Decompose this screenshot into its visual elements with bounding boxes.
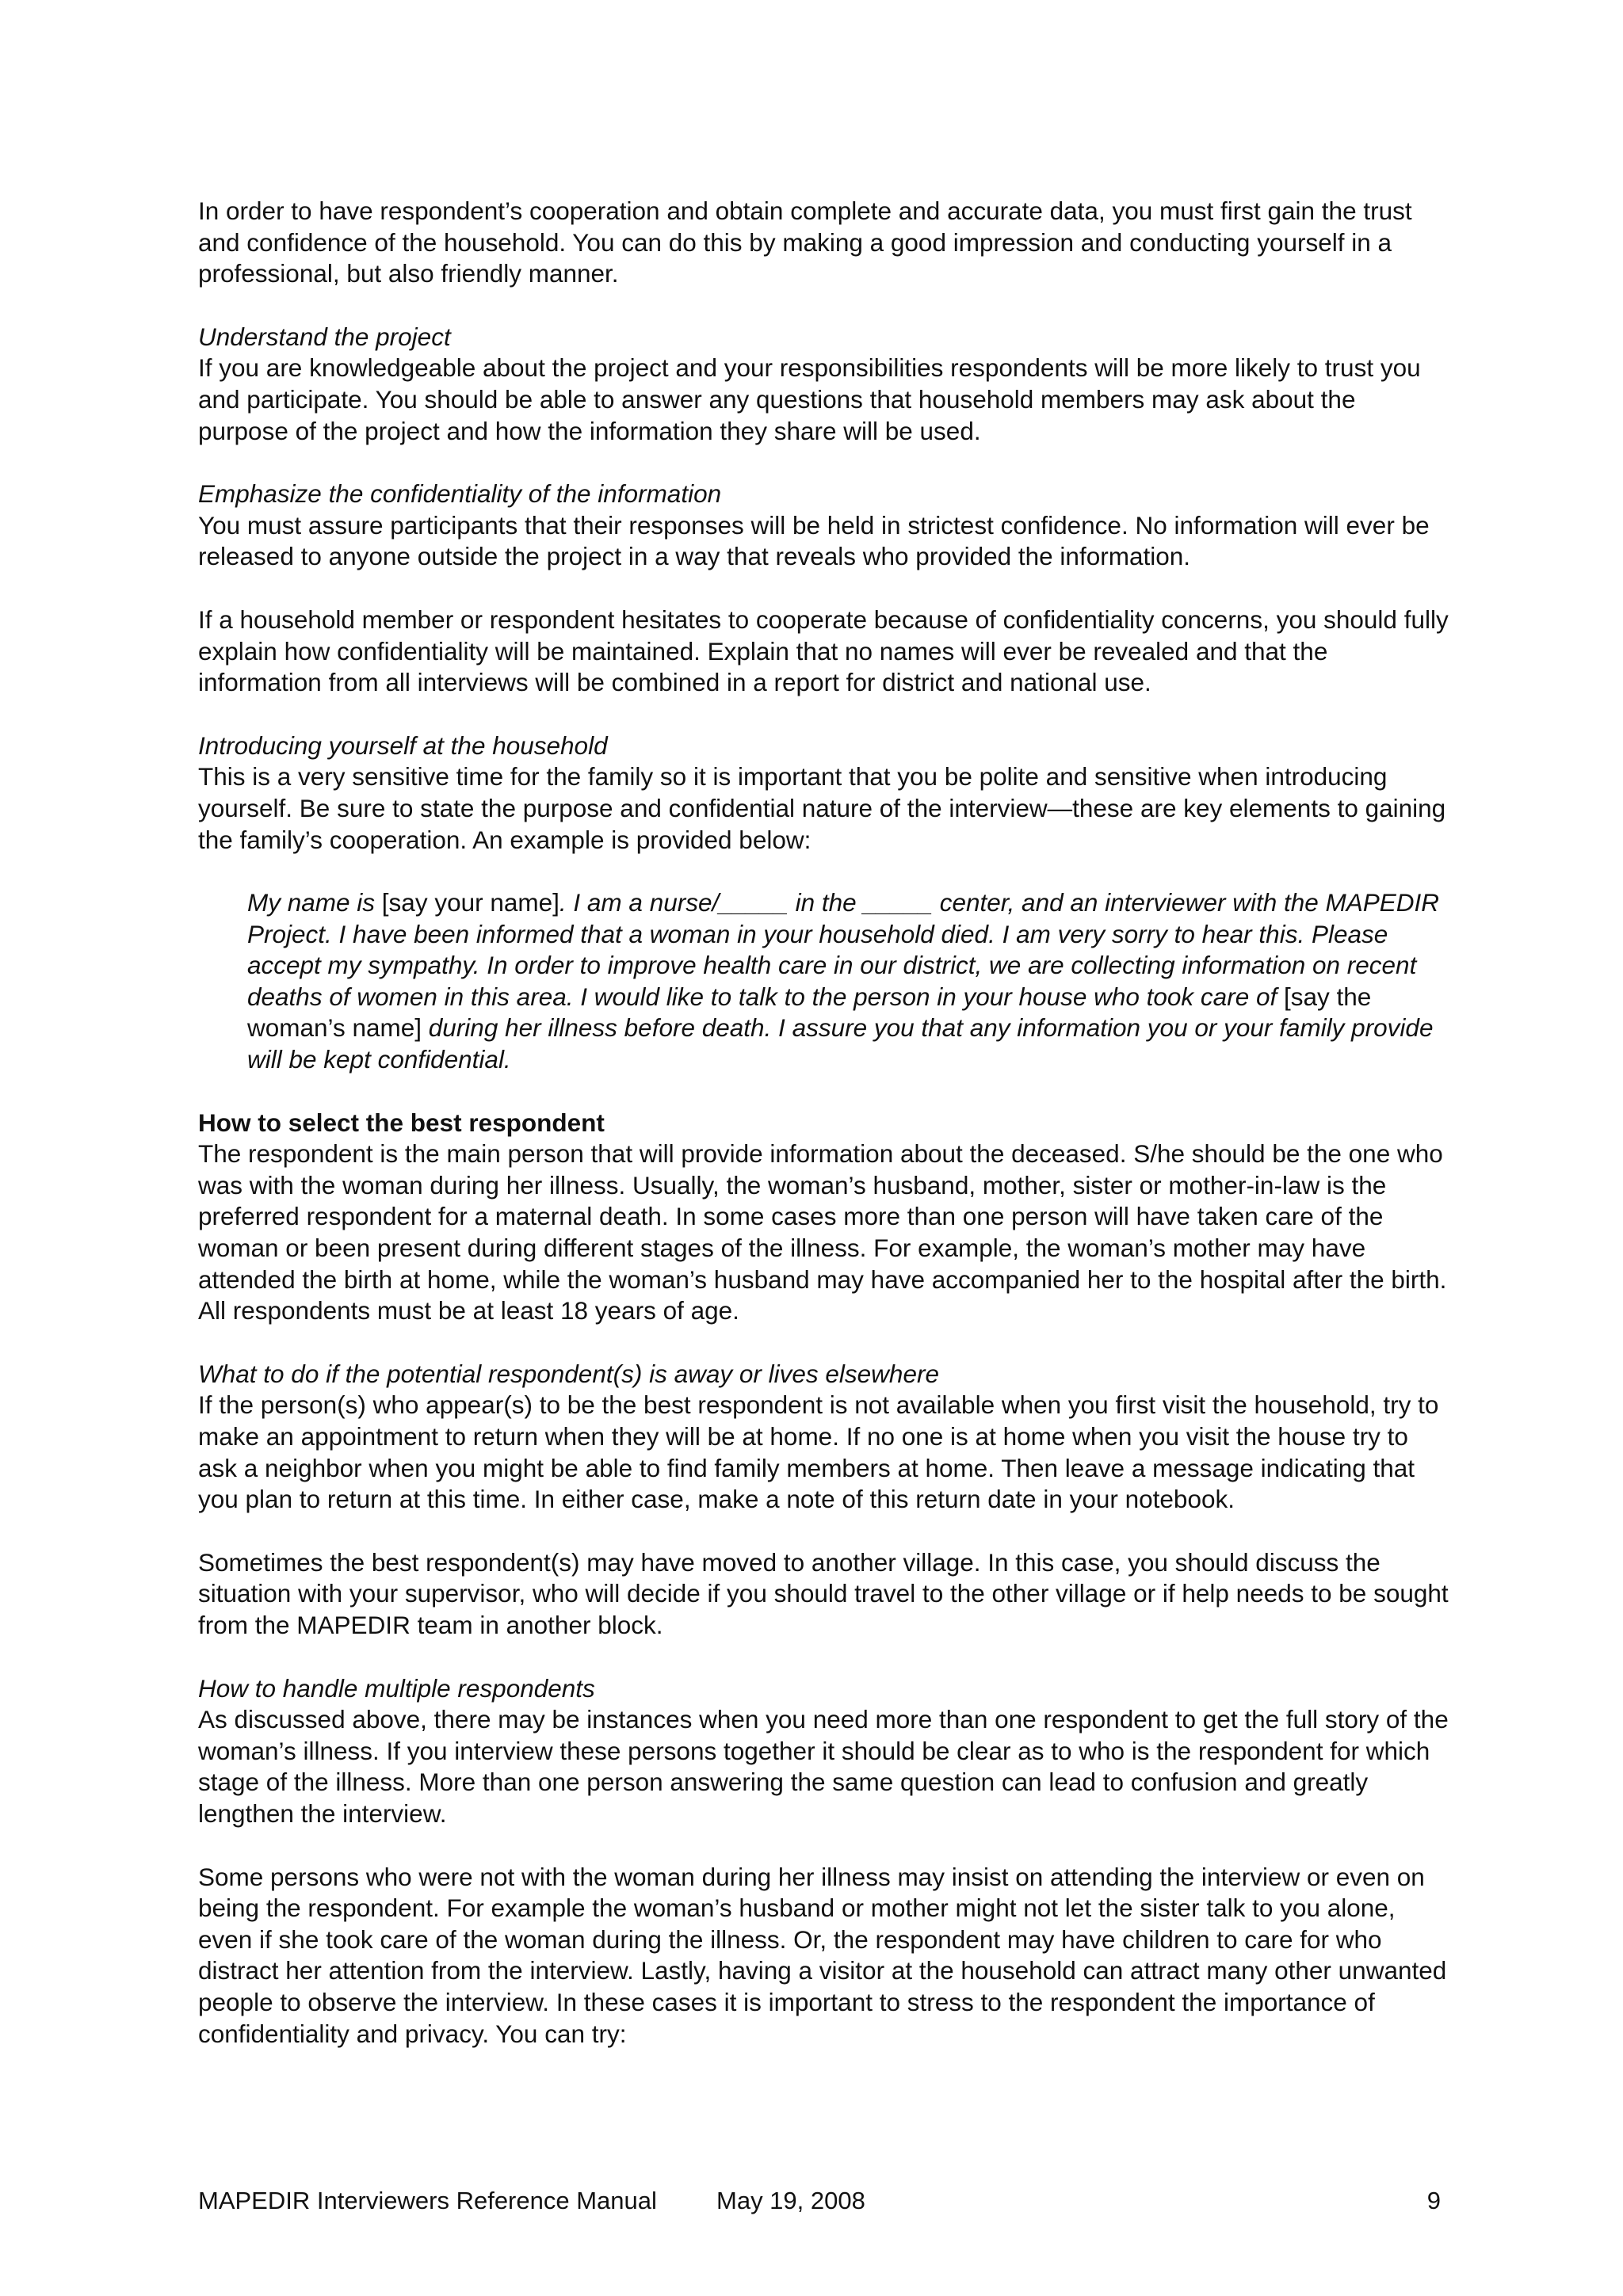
script-part-1: My name is xyxy=(247,888,382,917)
moved-paragraph: Sometimes the best respondent(s) may have moved to another village. In this case, you should discuss the situation with your supervisor, who will decide if you should travel to the other village or if help needs to be sought from the MAPEDIR team in another block. xyxy=(198,1547,1449,1639)
understand-project-heading: Understand the project xyxy=(198,322,451,351)
section-select-respondent xyxy=(198,1108,1450,1327)
page-footer xyxy=(198,2185,1450,2217)
script-part-2: [say your name] xyxy=(381,888,559,917)
section-confidentiality xyxy=(198,479,1450,573)
understand-project-text: If you are knowledgeable about the project and your responsibilities respondents will be more likely to trust you and participate. You should be able to answer any questions that household members may ask about the purpose of the project and how the information they share will be used. xyxy=(198,353,1421,445)
section-understand-project xyxy=(198,322,1450,447)
footer-manual-title: MAPEDIR Interviewers Reference Manual xyxy=(198,2187,657,2214)
multiple-respondents-text: As discussed above, there may be instances when you need more than one respondent to get the full story of the woman’s illness. If you interview these persons together it should be clear as to who is the respondent for which stage of the illness. More than one person answering the same question can lead to confusion and greatly lengthen the interview. xyxy=(198,1705,1449,1828)
script-part-5: during her illness before death. I assure you that any information you or your family provide will be kept confidential. xyxy=(247,1013,1434,1074)
introducing-text: This is a very sensitive time for the family so it is important that you be polite and sensitive when introducing yourself. Be sure to state the purpose and confidential nature of the interview—these are key elements to gaining the family’s cooperation. An example is provided below: xyxy=(198,762,1446,854)
respondent-away-text: If the person(s) who appear(s) to be the best respondent is not available when you first visit the household, try to make an appointment to return when they will be at home. If no one is at home when you visit the house try to ask a neighbor when you might be able to find family members at home. Then leave a message indicating that you plan to return at this time. In either case, make a note of this return date in your notebook. xyxy=(198,1390,1439,1514)
footer-date: May 19, 2008 xyxy=(716,2187,865,2214)
section-introducing xyxy=(198,730,1450,856)
intro-paragraph: In order to have respondent’s cooperation and obtain complete and accurate data, you must first gain the trust and confidence of the household. You can do this by making a good impression and conducting yourself in a professional, but also friendly manner. xyxy=(198,196,1412,288)
select-respondent-text: The respondent is the main person that will provide information about the deceased. S/he should be the one who was with the woman during her illness. Usually, the woman’s husband, mother, sister or mother-in-law is the preferred respondent for a maternal death. In some cases more than one person will have taken care of the woman or been present during different stages of the illness. For example, the woman’s mother may have attended the birth at home, while the woman’s husband may have accompanied her to the hospital after the birth. All respondents must be at least 18 years of age. xyxy=(198,1139,1447,1325)
some-persons-paragraph: Some persons who were not with the woman during her illness may insist on attending the interview or even on being the respondent. For example the woman’s husband or mother might not let the sister talk to you alone, even if she took care of the woman during the illness. Or, the respondent may have children to care for who distract her attention from the interview. Lastly, having a visitor at the household can attract many other unwanted people to observe the interview. In these cases it is important to stress to the respondent the importance of confidentiality and privacy. You can try: xyxy=(198,1862,1447,2048)
page-number: 9 xyxy=(1426,2187,1441,2214)
confidentiality-heading: Emphasize the confidentiality of the information xyxy=(198,479,722,509)
document-body xyxy=(198,196,1450,2081)
script-part-4: [say the woman’s name] xyxy=(247,982,1372,1043)
section-multiple-respondents xyxy=(198,1673,1450,1830)
section-respondent-away xyxy=(198,1359,1450,1516)
confidentiality-text: You must assure participants that their responses will be held in strictest confidence. No information will ever be released to anyone outside the project in a way that reveals who provided the information. xyxy=(198,510,1430,571)
select-respondent-heading: How to select the best respondent xyxy=(198,1108,605,1137)
multiple-respondents-heading: How to handle multiple respondents xyxy=(198,1673,595,1703)
script-part-3: . I am a nurse/_____ in the _____ center, and an interviewer with the MAPEDIR Project. I have been informed that a woman in your household died. I am very sorry to hear this. Please accept my sympathy. In order to improve health care in our district, we are collecting information on recent deaths of women in this area. I would like to talk to the person in your house who took care of xyxy=(247,888,1440,1011)
example-script-quote xyxy=(247,887,1450,1076)
hesitate-paragraph: If a household member or respondent hesitates to cooperate because of confidentiality concerns, you should fully explain how confidentiality will be maintained. Explain that no names will ever be revealed and that the information from all interviews will be combined in a report for district and national use. xyxy=(198,605,1449,697)
respondent-away-heading: What to do if the potential respondent(s) is away or lives elsewhere xyxy=(198,1359,939,1388)
introducing-heading: Introducing yourself at the household xyxy=(198,730,608,760)
